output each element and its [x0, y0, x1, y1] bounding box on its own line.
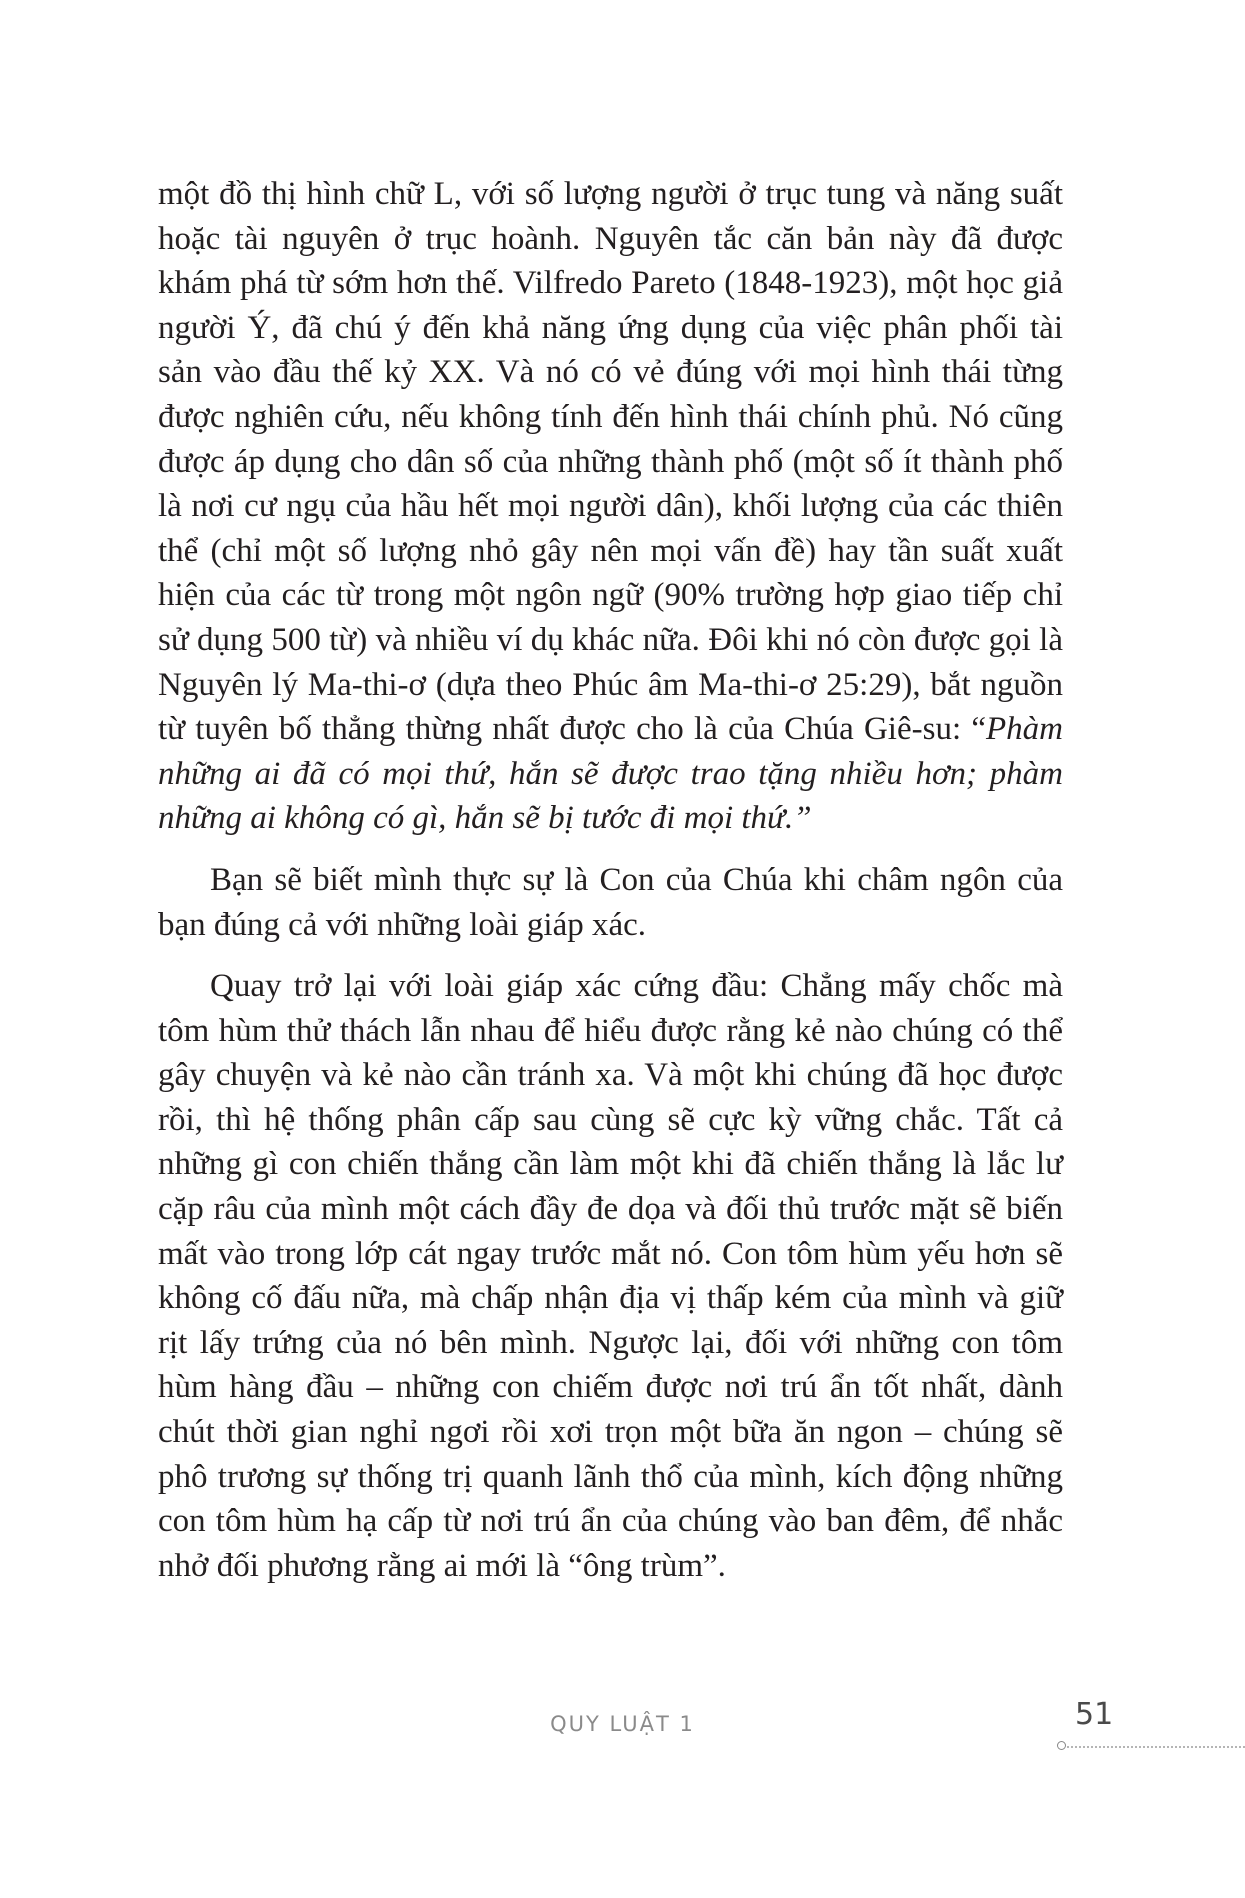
page-body	[158, 172, 1063, 1588]
paragraph-text: một đồ thị hình chữ L, với số lượng người ở trục tung và năng suất hoặc tài nguyên ở trục hoành. Nguyên tắc căn bản này đã được khám phá từ sớm hơn thế. Vilfredo Pareto (1848-1923), một học giả người Ý, đã chú ý đến khả năng ứng dụng của việc phân phối tài sản vào đầu thế kỷ XX. Và nó có vẻ đúng với mọi hình thái từng được nghiên cứu, nếu không tính đến hình thái chính phủ. Nó cũng được áp dụng cho dân số của những thành phố (một số ít thành phố là nơi cư ngụ của hầu hết mọi người dân), khối lượng của các thiên thể (chỉ một số lượng nhỏ gây nên mọi vấn đề) hay tần suất xuất hiện của các từ trong một ngôn ngữ (90% trường hợp giao tiếp chỉ sử dụng 500 từ) và nhiều ví dụ khác nữa. Đôi khi nó còn được gọi là Nguyên lý Ma-thi-ơ (dựa theo Phúc âm Ma-thi-ơ 25:29), bắt nguồn từ tuyên bố thẳng thừng nhất được cho là của Chúa Giê-su: “	[158, 176, 1063, 748]
paragraph-son-of-god	[158, 858, 1063, 947]
page-number: 51	[1075, 1697, 1114, 1732]
paragraph-text: Bạn sẽ biết mình thực sự là Con của Chúa khi châm ngôn của bạn đúng cả với những loài giáp xác.	[158, 861, 1063, 943]
running-footer-title: QUY LUẬT 1	[550, 1712, 695, 1736]
matthew-quote: Phàm những ai đã có mọi thứ, hắn sẽ được trao tặng nhiều hơn; phàm những ai không có gì, hắn sẽ bị tước đi mọi thứ.”	[158, 711, 1063, 837]
paragraph-pareto-principle	[158, 172, 1063, 841]
paragraph-lobster-hierarchy	[158, 964, 1063, 1588]
circle-ornament-icon	[1057, 1741, 1066, 1750]
dotted-rule	[1067, 1746, 1245, 1748]
paragraph-text: Quay trở lại với loài giáp xác cứng đầu: Chẳng mấy chốc mà tôm hùm thử thách lẫn nhau để hiểu được rằng kẻ nào chúng có thể gây chuyện và kẻ nào cần tránh xa. Và một khi chúng đã học được rồi, thì hệ thống phân cấp sau cùng sẽ cực kỳ vững chắc. Tất cả những gì con chiến thắng cần làm một khi đã chiến thắng là lắc lư cặp râu của mình một cách đầy đe dọa và đối thủ trước mặt sẽ biến mất vào trong lớp cát ngay trước mắt nó. Con tôm hùm yếu hơn sẽ không cố đấu nữa, mà chấp nhận địa vị thấp kém của mình và giữ rịt lấy trứng của nó bên mình. Ngược lại, đối với những con tôm hùm hàng đầu – những con chiếm được nơi trú ẩn tốt nhất, dành chút thời gian nghỉ ngơi rồi xơi trọn một bữa ăn ngon – chúng sẽ phô trương sự thống trị quanh lãnh thổ của mình, kích động những con tôm hùm hạ cấp từ nơi trú ẩn của chúng vào ban đêm, để nhắc nhở đối phương rằng ai mới là “ông trùm”.	[158, 968, 1063, 1584]
